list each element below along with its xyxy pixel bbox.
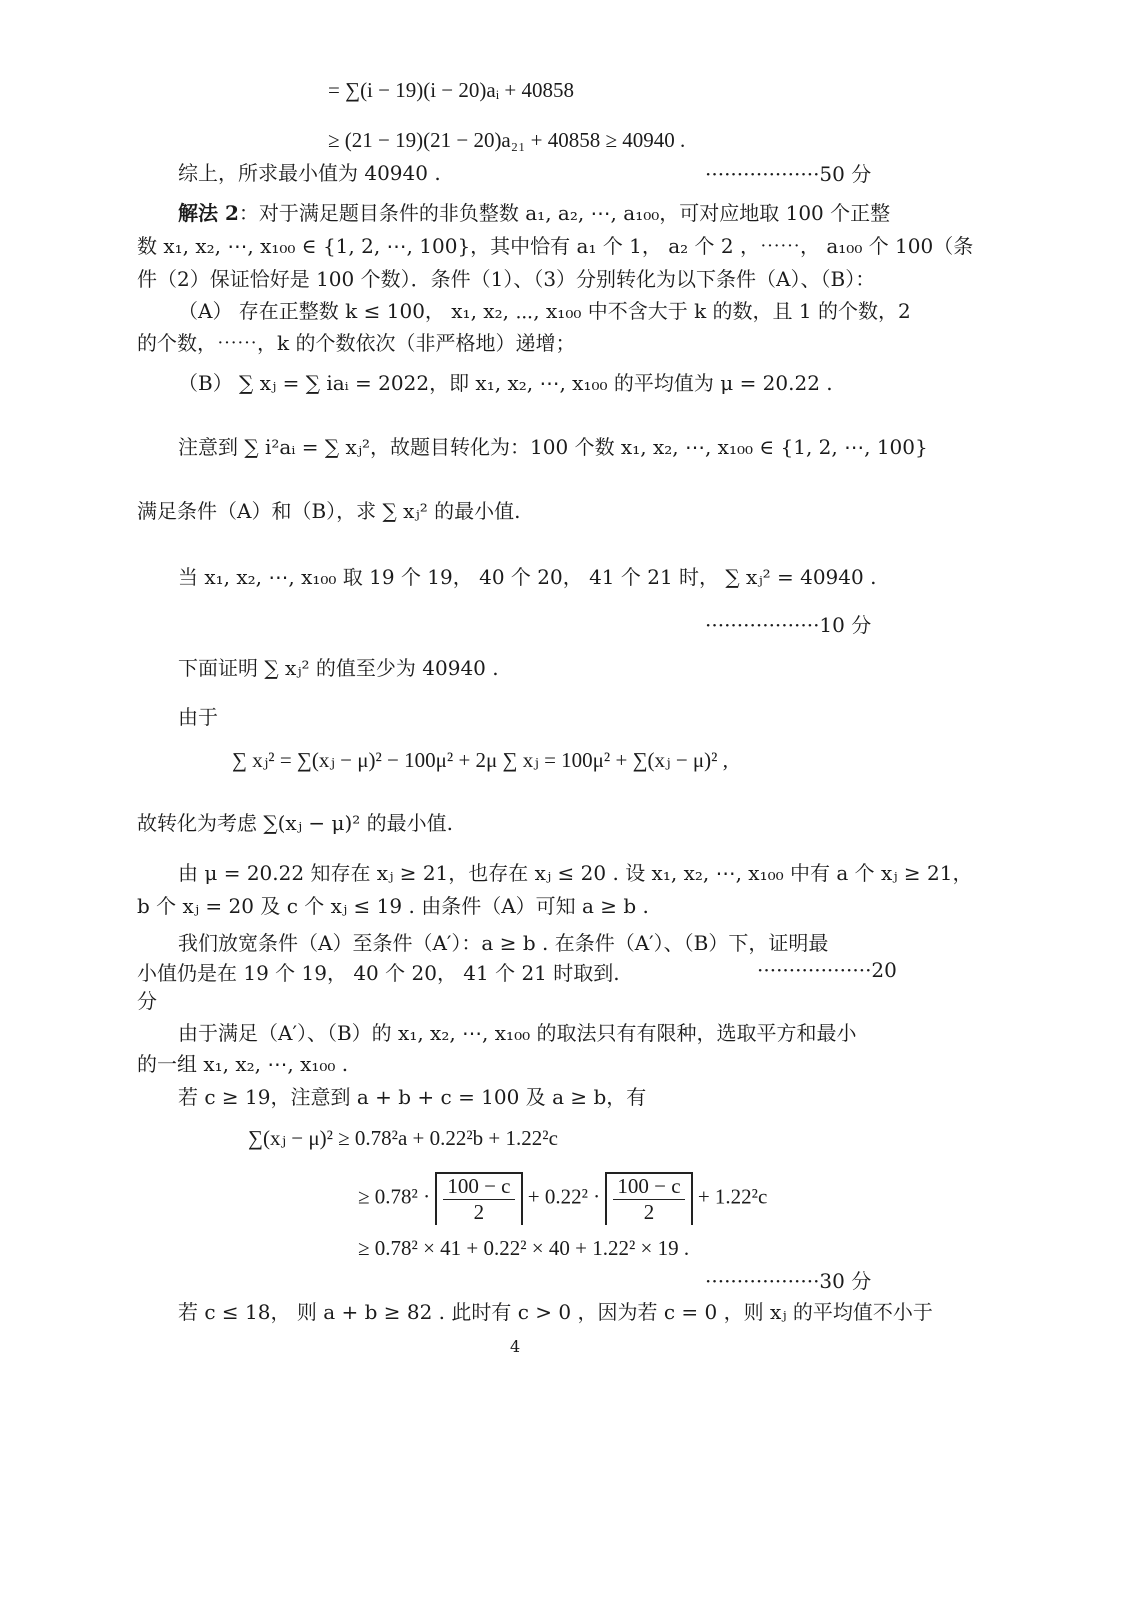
text-line: 件（2）保证恰好是 100 个数）．条件（1）、（3）分别转化为以下条件（A）、（B）： [137,267,876,291]
page-number: 4 [510,1337,521,1356]
inequality-line-1: ∑(xⱼ − μ)² ≥ 0.78²a + 0.22²b + 1.22²c [248,1126,558,1150]
text-line: b 个 xⱼ = 20 及 c 个 xⱼ ≤ 19 . 由条件（A）可知 a ≥ b . [137,894,649,918]
inequality-term: + 0.22² · [527,1184,601,1209]
text-line: 故转化为考虑 ∑(xⱼ − μ)² 的最小值. [137,811,454,835]
fraction-denominator: 2 [643,1200,655,1224]
text-line: 小值仍是在 19 个 19， 40 个 20， 41 个 21 时取到. [137,961,620,985]
score-50: ··················50 分 [705,162,872,186]
inequality-line-3: ≥ 0.78² × 41 + 0.22² × 40 + 1.22² × 19 . [358,1236,690,1260]
ceiling-fraction [435,1172,522,1225]
equation-line-2 [328,128,685,153]
inequality-term: ≥ 0.78² · [358,1184,431,1209]
text-line: 注意到 ∑ i²aᵢ = ∑ xⱼ²，故题目转化为：100 个数 x₁, x₂, ⋯, x₁₀₀ ∈ {1, 2, ⋯, 100} [178,435,928,459]
score-10: ··················10 分 [705,613,872,637]
condition-b-line: （B） ∑ xⱼ = ∑ iaᵢ = 2022，即 x₁, x₂, ⋯, x₁₀₀ 的平均值为 μ = 20.22 . [178,371,833,395]
equation-text: = ∑(i − 19)(i − 20)aᵢ + 40858 [328,78,574,102]
text-line: 由于 [178,705,218,729]
solution-2-label: 解法 2 [178,201,239,225]
fraction-denominator: 2 [473,1200,485,1224]
equation-text: ≥ (21 − 19)(21 − 20)a₂₁ + 40858 ≥ 40940 . [328,128,686,152]
solution-2-text: ：对于满足题目条件的非负整数 a₁, a₂, ⋯, a₁₀₀，可对应地取 100 个正整 [238,201,891,225]
condition-a-line: （A） 存在正整数 k ≤ 100， x₁, x₂, ⋯, x₁₀₀ 中不含大于 k 的数，且 1 的个数，2 [178,299,911,323]
inequality-line-2 [358,1172,767,1225]
solution-2-line [178,198,890,228]
score-30: ··················30 分 [705,1269,872,1293]
text-line: 若 c ≥ 19，注意到 a + b + c = 100 及 a ≥ b，有 [178,1085,647,1109]
ceiling-fraction [605,1172,692,1225]
text-line: 的个数，⋯⋯，k 的个数依次（非严格地）递增； [137,331,576,355]
conclusion-line: 综上，所求最小值为 40940 . [178,161,441,185]
text-line: 数 x₁, x₂, ⋯, x₁₀₀ ∈ {1, 2, ⋯, 100}，其中恰有 a₁ 个 1， a₂ 个 2 ，⋯⋯， a₁₀₀ 个 100（条 [137,234,974,258]
text-line: 由 μ = 20.22 知存在 xⱼ ≥ 21，也存在 xⱼ ≤ 20 . 设 x₁, x₂, ⋯, x₁₀₀ 中有 a 个 xⱼ ≥ 21， [178,861,973,885]
text-line: 当 x₁, x₂, ⋯, x₁₀₀ 取 19 个 19， 40 个 20， 41 个 21 时， ∑ xⱼ² = 40940 . [178,565,877,589]
text-line: 由于满足（A′）、（B）的 x₁, x₂, ⋯, x₁₀₀ 的取法只有有限种，选取平方和最小 [178,1021,857,1045]
equation-line-1 [328,78,574,103]
score-20: ··················20 [757,958,897,982]
text-line: 若 c ≤ 18， 则 a + b ≥ 82 . 此时有 c > 0 ，因为若 c = 0 ，则 xⱼ 的平均值不小于 [178,1300,933,1324]
text-line: 的一组 x₁, x₂, ⋯, x₁₀₀ . [137,1052,349,1076]
text-line: 下面证明 ∑ xⱼ² 的值至少为 40940 . [178,656,499,680]
text-line: 我们放宽条件（A）至条件（A′）：a ≥ b . 在条件（A′）、（B）下，证明最 [178,931,829,955]
text-line: 满足条件（A）和（B），求 ∑ xⱼ² 的最小值. [137,499,521,523]
text-line: 分 [137,989,157,1013]
fraction-numerator: 100 − c [443,1174,514,1200]
fraction-numerator: 100 − c [613,1174,684,1200]
equation-variance: ∑ xⱼ² = ∑(xⱼ − μ)² − 100μ² + 2μ ∑ xⱼ = 100μ² + ∑(xⱼ − μ)² , [232,748,728,772]
inequality-term: + 1.22²c [697,1184,768,1209]
